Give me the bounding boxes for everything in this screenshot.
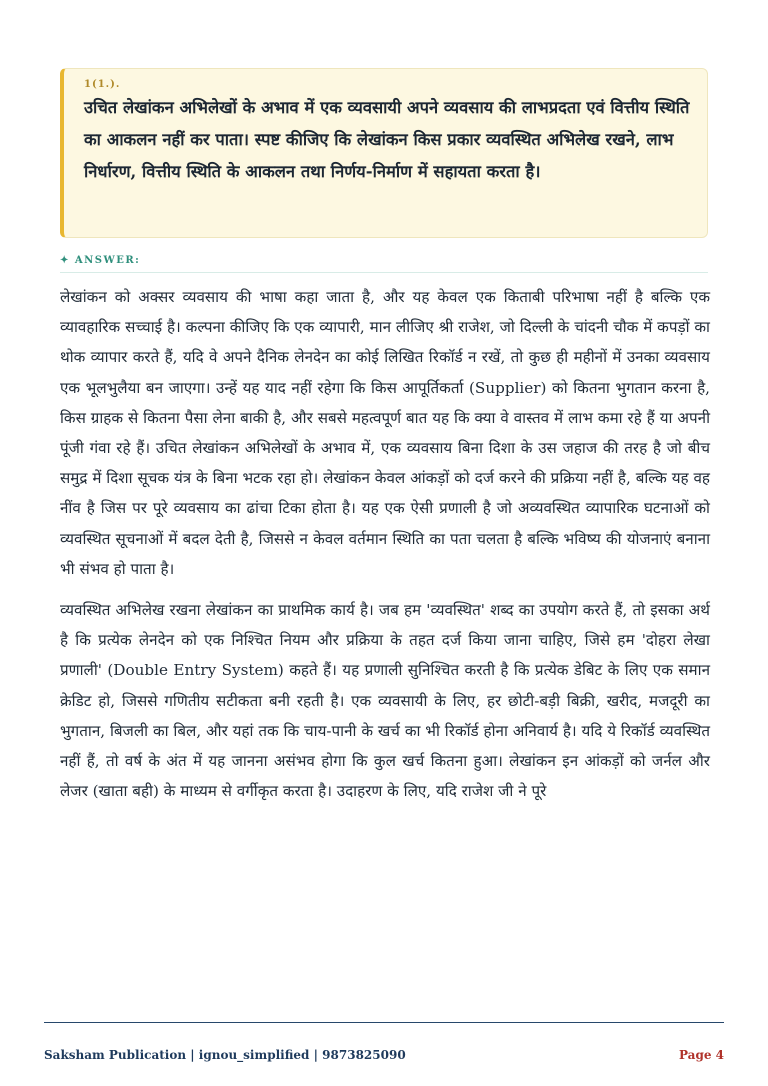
answer-body [60, 282, 710, 817]
sparkle-icon: ✦ [60, 255, 70, 266]
answer-divider [60, 272, 708, 273]
footer-publisher: Saksham Publication | ignou_simplified | 9873825090 [44, 1048, 406, 1062]
page-number: Page 4 [678, 1048, 724, 1062]
answer-label-text: ANSWER: [74, 255, 141, 266]
answer-paragraph-2: व्यवस्थित अभिलेख रखना लेखांकन का प्राथमिक कार्य है। जब हम 'व्यवस्थित' शब्द का उपयोग करते हैं, तो इसका अर्थ है कि प्रत्येक लेनदेन को एक निश्चित नियम और प्रक्रिया के तहत दर्ज किया जाना चाहिए, जिसे हम 'दोहरा लेखा प्रणाली' (Double Entry System) कहते हैं। यह प्रणाली सुनिश्चित करती है कि प्रत्येक डेबिट के लिए एक समान क्रेडिट हो, जिससे गणितीय सटीकता बनी रहती है। एक व्यवसायी के लिए, हर छोटी-बड़ी बिक्री, खरीद, मजदूरी का भुगतान, बिजली का बिल, और यहां तक कि चाय-पानी के खर्च का भी रिकॉर्ड होना अनिवार्य है। यदि ये रिकॉर्ड व्यवस्थित नहीं हैं, तो वर्ष के अंत में यह जानना असंभव होगा कि कुल खर्च कितना हुआ। लेखांकन इन आंकड़ों को जर्नल और लेजर (खाता बही) के माध्यम से वर्गीकृत करता है। उदाहरण के लिए, यदि राजेश जी ने पूरे [60, 601, 710, 801]
footer-divider [44, 1022, 724, 1023]
answer-paragraph-1: लेखांकन को अक्सर व्यवसाय की भाषा कहा जाता है, और यह केवल एक किताबी परिभाषा नहीं है बल्कि एक व्यावहारिक सच्चाई है। कल्पना कीजिए कि एक व्यापारी, मान लीजिए श्री राजेश, जो दिल्ली के चांदनी चौक में कपड़ों का थोक व्यापार करते हैं, यदि वे अपने दैनिक लेनदेन का कोई लिखित रिकॉर्ड न रखें, तो कुछ ही महीनों में उनका व्यवसाय एक भूलभुलैया बन जाएगा। उन्हें यह याद नहीं रहेगा कि किस आपूर्तिकर्ता (Supplier) को कितना भुगतान करना है, किस ग्राहक से कितना पैसा लेना बाकी है, और सबसे महत्वपूर्ण बात यह कि क्या वे वास्तव में लाभ कमा रहे हैं या अपनी पूंजी गंवा रहे हैं। उचित लेखांकन अभिलेखों के अभाव में, एक व्यवसाय बिना दिशा के उस जहाज की तरह है जो बीच समुद्र में दिशा सूचक यंत्र के बिना भटक रहा हो। लेखांकन केवल आंकड़ों को दर्ज करने की प्रक्रिया नहीं है, बल्कि यह वह नींव है जिस पर पूरे व्यवसाय का ढांचा टिका होता है। यह एक ऐसी प्रणाली है जो अव्यवस्थित व्यापारिक घटनाओं को व्यवस्थित सूचनाओं में बदल देती है, जिससे न केवल वर्तमान स्थिति का पता चलता है बल्कि भविष्य की योजनाएं बनाना भी संभव हो पाता है। [60, 288, 710, 578]
question-box [60, 68, 708, 238]
question-number: 1(1.). [84, 79, 121, 90]
answer-label [60, 255, 140, 266]
question-text: उचित लेखांकन अभिलेखों के अभाव में एक व्यवसायी अपने व्यवसाय की लाभप्रदता एवं वित्तीय स्थिति का आकलन नहीं कर पाता। स्पष्ट कीजिए कि लेखांकन किस प्रकार व्यवस्थित अभिलेख रखने, लाभ निर्धारण, वित्तीय स्थिति के आकलन तथा निर्णय-निर्माण में सहायता करता है। [84, 98, 690, 181]
